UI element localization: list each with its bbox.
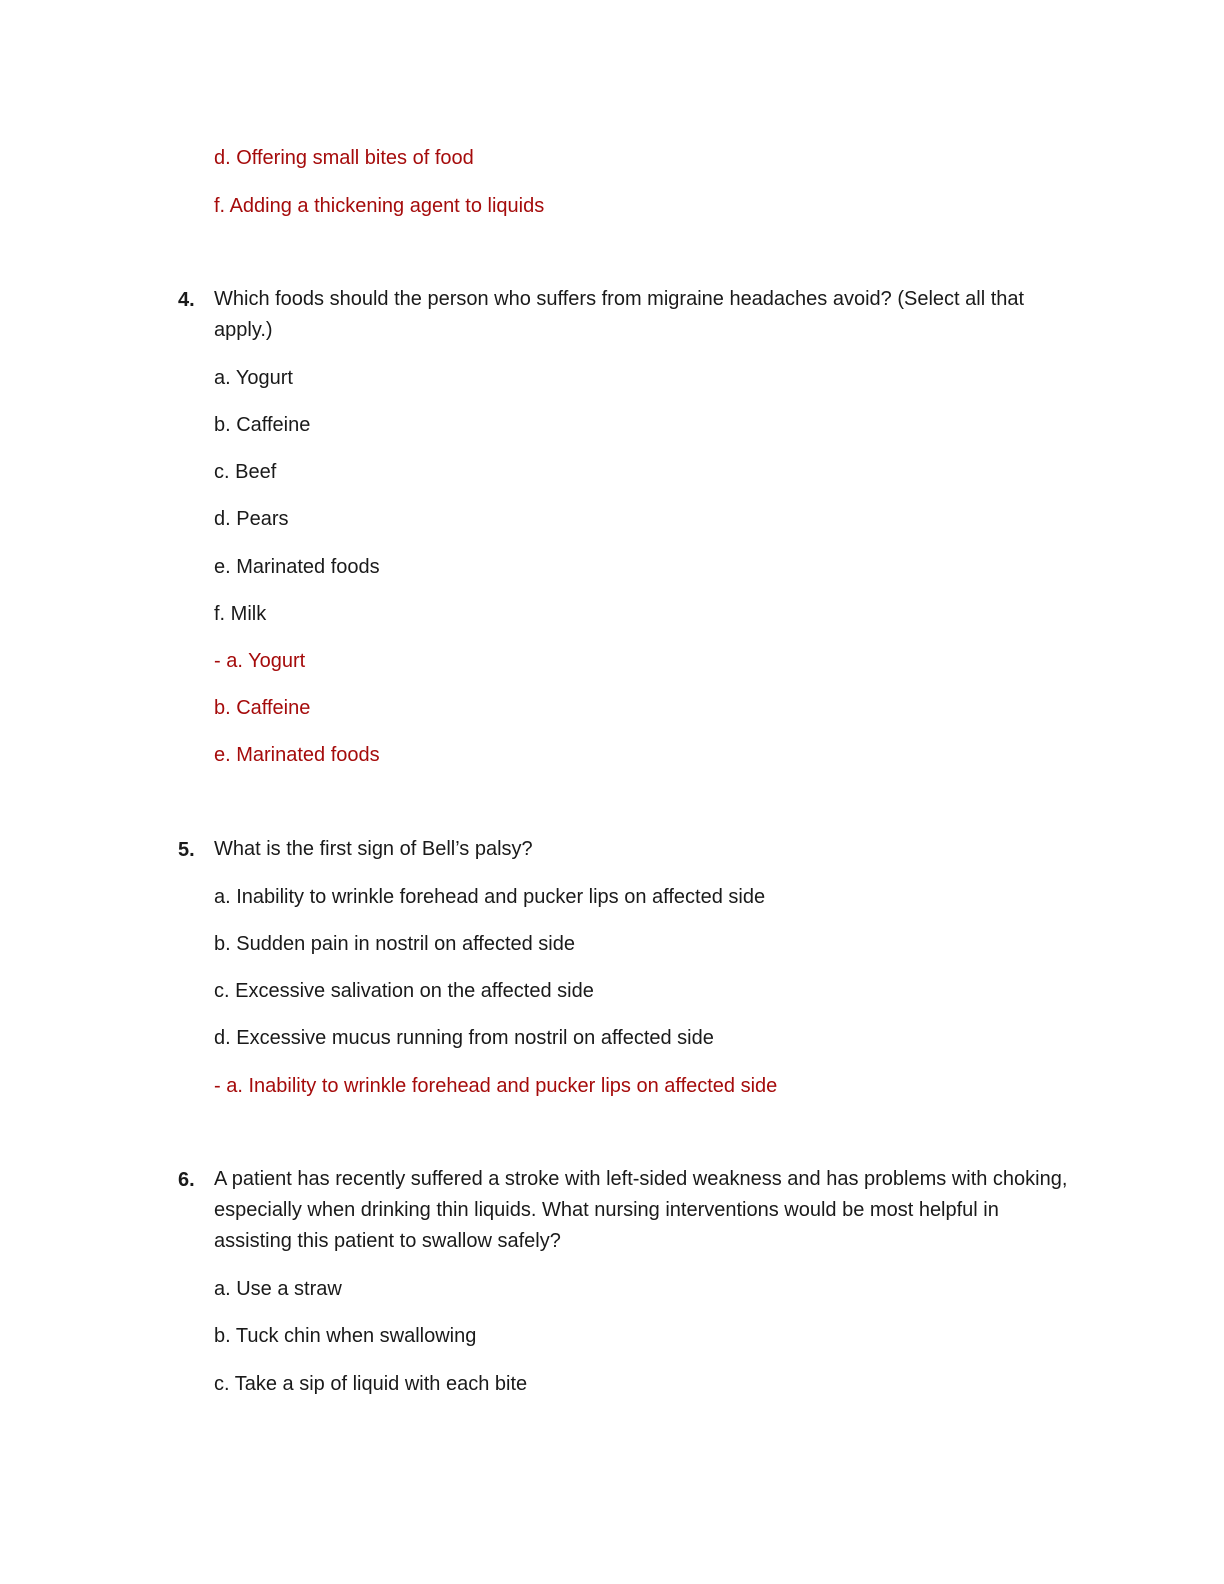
question-4-option-d: d. Pears (214, 508, 289, 530)
question-4-option-e: e. Marinated foods (214, 556, 380, 578)
question-6-option-c: c. Take a sip of liquid with each bite (214, 1373, 528, 1395)
question-5-option-b: b. Sudden pain in nostril on affected side (214, 933, 575, 955)
prev-answer-f: f. Adding a thickening agent to liquids (214, 195, 545, 217)
question-5-text: What is the first sign of Bell’s palsy? (214, 838, 533, 860)
question-4-option-a: a. Yogurt (214, 367, 293, 389)
question-5-option-d: d. Excessive mucus running from nostril on affected side (214, 1027, 714, 1049)
question-4-number: 4. (178, 289, 195, 311)
question-4-option-b: b. Caffeine (214, 414, 311, 436)
question-5-option-c: c. Excessive salivation on the affected side (214, 980, 594, 1002)
question-4-option-f: f. Milk (214, 603, 267, 625)
question-6-option-b: b. Tuck chin when swallowing (214, 1325, 477, 1347)
question-6-text: A patient has recently suffered a stroke with left-sided weakness and has problems with choking, especially when drinking thin liquids. What nursing interventions would be most helpful in assisting this patient to swallow safely? (214, 1168, 1068, 1252)
question-4-answer-a: - a. Yogurt (214, 650, 306, 672)
question-4-answer-b: b. Caffeine (214, 697, 311, 719)
question-6-number: 6. (178, 1169, 195, 1191)
question-4-answer-e: e. Marinated foods (214, 744, 380, 766)
question-5-number: 5. (178, 839, 195, 861)
question-6-option-a: a. Use a straw (214, 1278, 342, 1300)
question-4-text: Which foods should the person who suffers from migraine headaches avoid? (Select all that apply.) (214, 288, 1025, 341)
question-5-answer-a: - a. Inability to wrinkle forehead and pucker lips on affected side (214, 1075, 778, 1097)
question-5-option-a: a. Inability to wrinkle forehead and pucker lips on affected side (214, 886, 766, 908)
prev-answer-d: d. Offering small bites of food (214, 147, 474, 169)
question-4-option-c: c. Beef (214, 461, 277, 483)
